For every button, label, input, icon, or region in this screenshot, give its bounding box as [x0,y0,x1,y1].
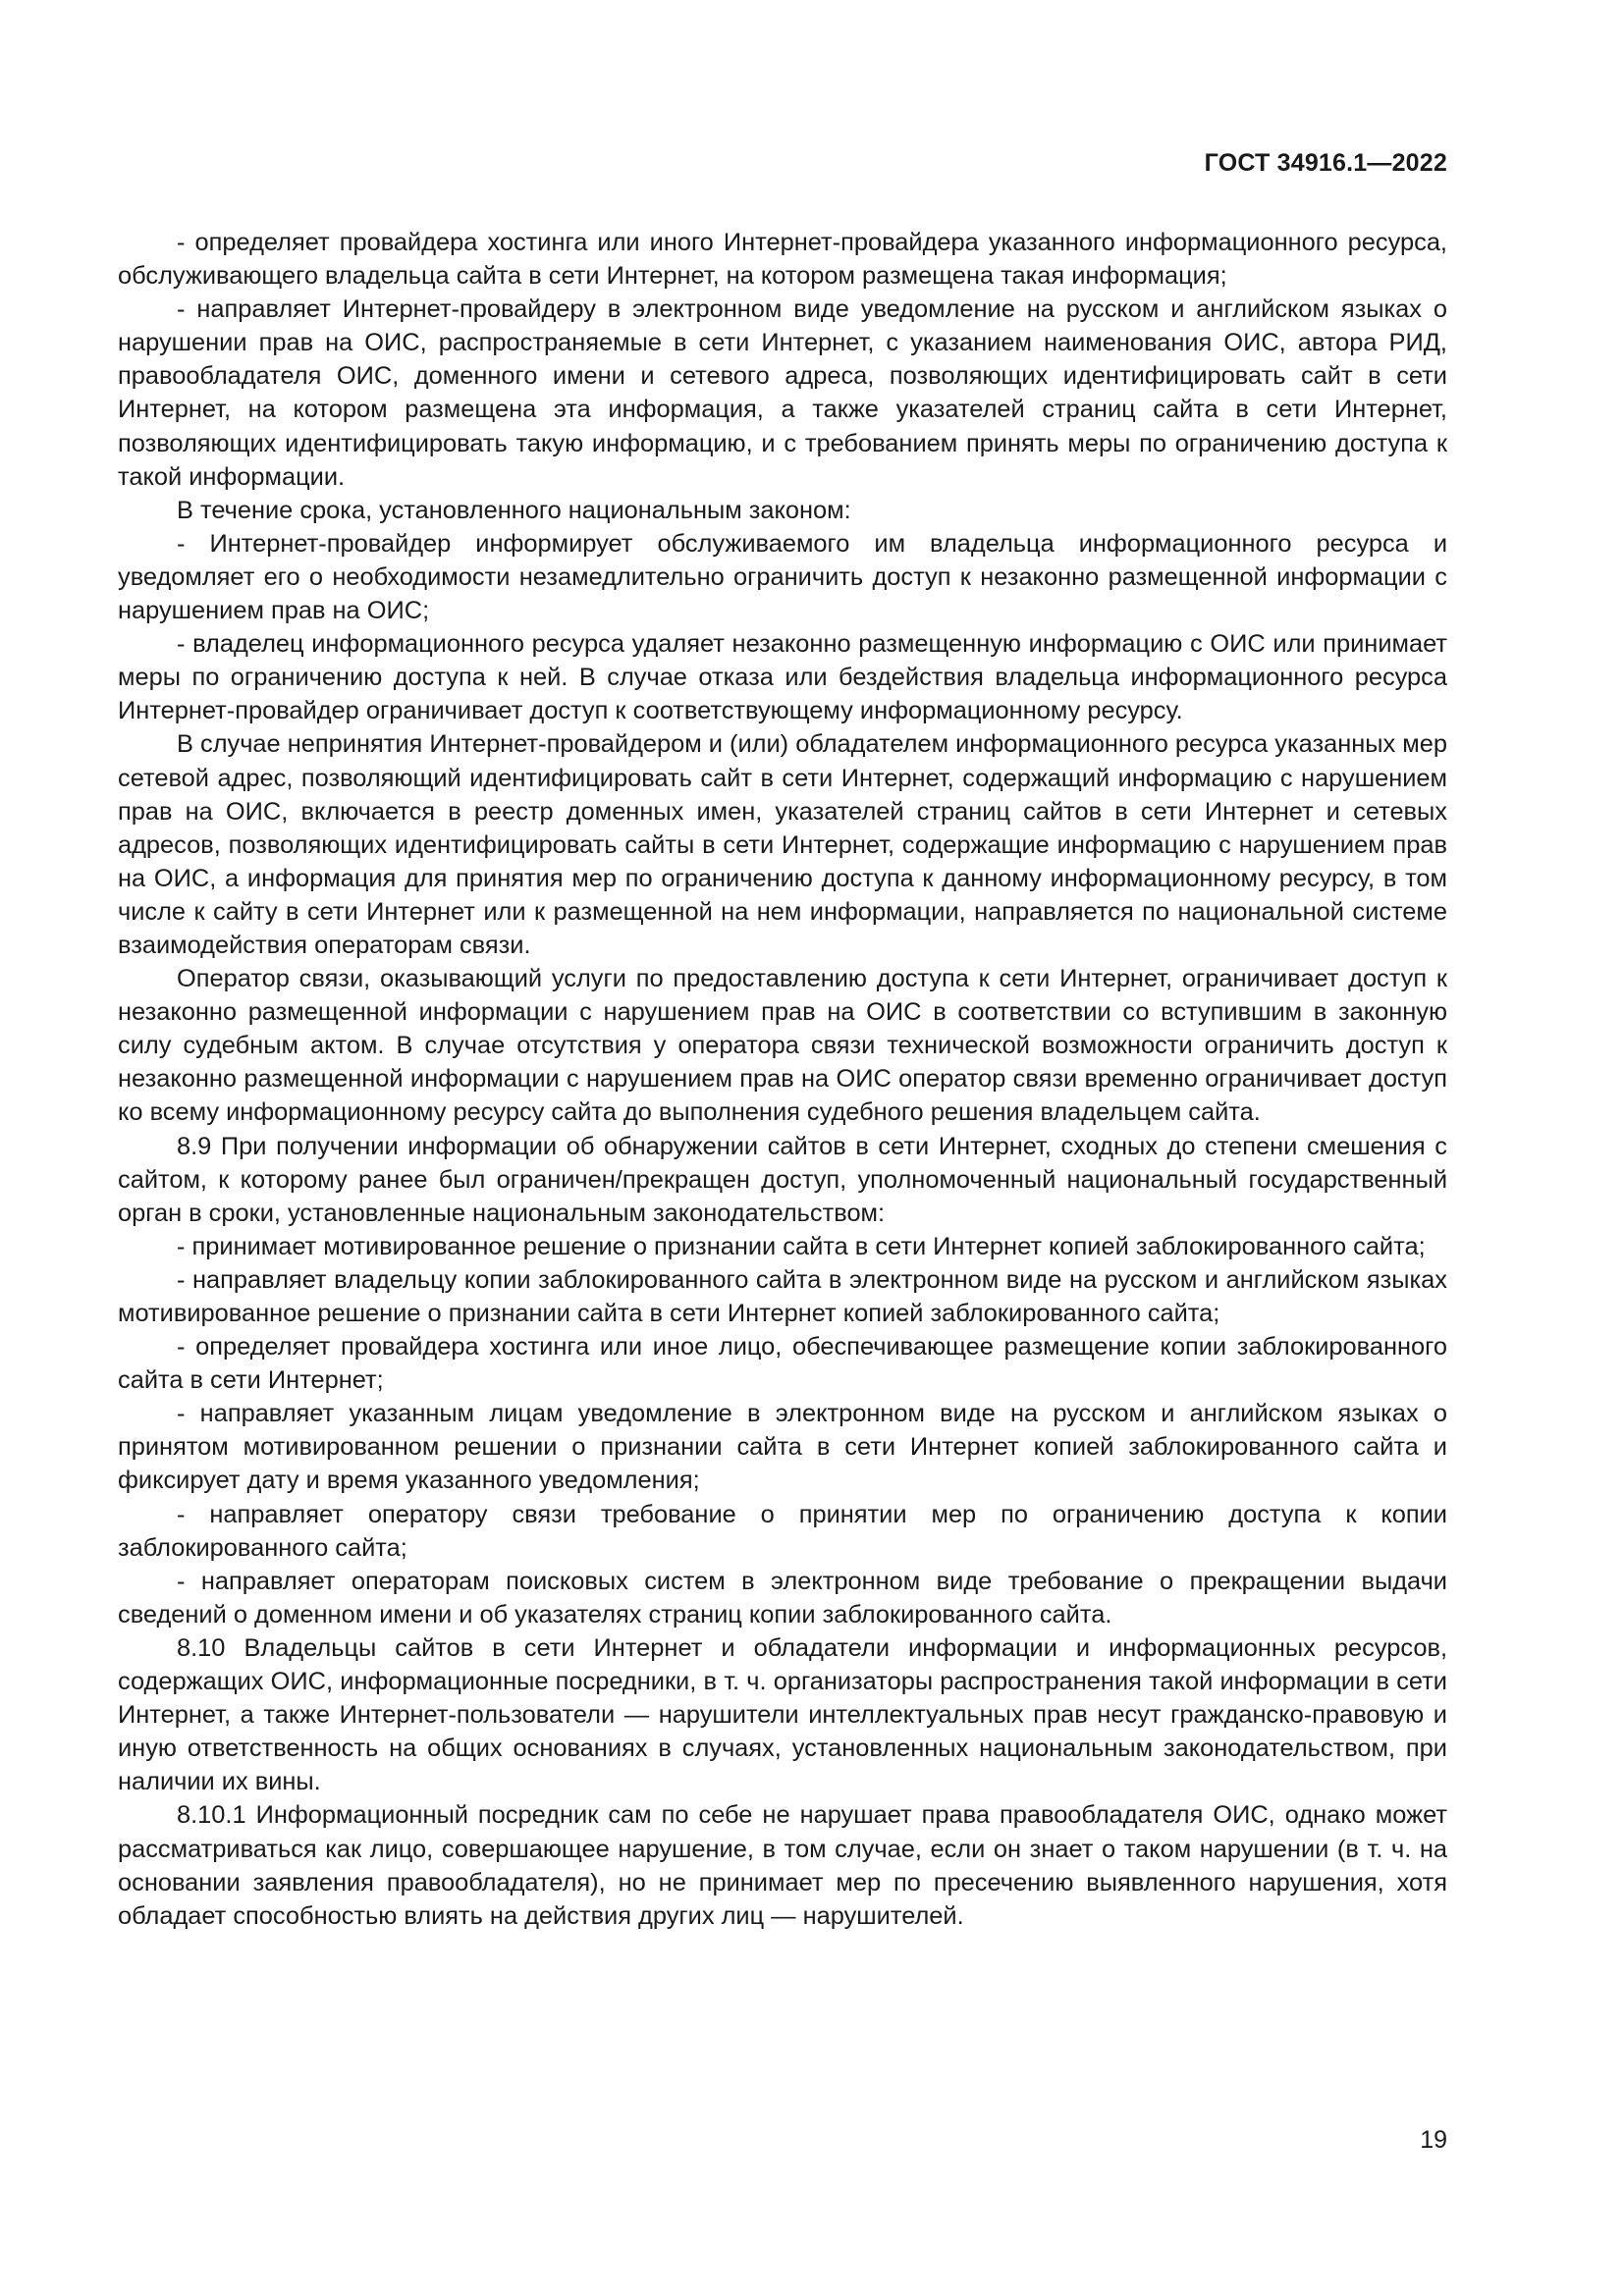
paragraph: Оператор связи, оказывающий услуги по предоставлению доступа к сети Интернет, ограничивает доступ к незаконно размещенной информации с нарушением прав на ОИС в соответствии со вступившим в законную силу судебным актом. В случае отсутствия у оператора связи технической возможности ограничить доступ к незаконно размещенной информации с нарушением прав на ОИС оператор связи временно ограничивает доступ ко всему информационному ресурсу сайта до выполнения судебного решения владельцем сайта. [118,965,1447,1127]
paragraph: - определяет провайдера хостинга или иного Интернет-провайдера указанного информационного ресурса, обслуживающего владельца сайта в сети Интернет, на котором размещена такая информация; [118,229,1447,291]
paragraph: - направляет операторам поисковых систем в электронном виде требование о прекращении выдачи сведений о доменном имени и об указателях страниц копии заблокированного сайта. [118,1567,1447,1629]
paragraph: - владелец информационного ресурса удаляет незаконно размещенную информацию с ОИС или принимает меры по ограничению доступа к ней. В случае отказа или бездействия владельца информационного ресурса Интернет-провайдер ограничивает доступ к соответствующему информационному ресурсу. [118,630,1447,725]
paragraph: В случае непринятия Интернет-провайдером и (или) обладателем информационного ресурса указанных мер сетевой адрес, позволяющий идентифицировать сайт в сети Интернет, содержащий информацию с нарушением прав на ОИС, включается в реестр доменных имен, указателей страниц сайтов в сети Интернет и сетевых адресов, позволяющих идентифицировать сайты в сети Интернет, содержащие информацию с нарушением прав на ОИС, а информация для принятия мер по ограничению доступа к данному информационному ресурсу, в том числе к сайту в сети Интернет или к размещенной на нем информации, направляется по национальной системе взаимодействия операторам связи. [118,730,1447,959]
paragraph: 8.10 Владельцы сайтов в сети Интернет и обладатели информации и информационных ресурсов, содержащих ОИС, информационные посредники, в т. ч. организаторы распространения такой информации в сети Интернет, а также Интернет-пользователи — нарушители интеллектуальных прав несут гражданско-правовую и иную ответственность на общих основаниях в случаях, установленных национальным законодательством, при наличии их вины. [118,1633,1447,1796]
paragraph: - направляет указанным лицам уведомление в электронном виде на русском и английском языках о принятом мотивированном решении о признании сайта в сети Интернет копией заблокированного сайта и фиксирует дату и время указанного уведомления; [118,1400,1447,1495]
paragraph: 8.10.1 Информационный посредник сам по себе не нарушает права правообладателя ОИС, однако может рассматриваться как лицо, совершающее нарушение, в том случае, если он знает о таком нарушении (в т. ч. на основании заявления правообладателя), но не принимает мер по пресечению выявленного нарушения, хотя обладает способностью влиять на действия других лиц — нарушителей. [118,1801,1447,1930]
paragraph: В течение срока, установленного национальным законом: [177,496,851,524]
paragraph: - направляет владельцу копии заблокированного сайта в электронном виде на русском и английском языках мотивированное решение о признании сайта в сети Интернет копией заблокированного сайта; [118,1265,1447,1327]
paragraph: 8.9 При получении информации об обнаружении сайтов в сети Интернет, сходных до степени смешения с сайтом, к которому ранее был ограничен/прекращен доступ, уполномоченный национальный государственный орган в сроки, установленные национальным законодательством: [118,1132,1447,1227]
document-code-header: ГОСТ 34916.1—2022 [1204,149,1447,177]
document-body [118,226,1447,1933]
paragraph: - направляет оператору связи требование о принятии мер по ограничению доступа к копии заблокированного сайта; [118,1500,1447,1562]
paragraph: - направляет Интернет-провайдеру в электронном виде уведомление на русском и английском языках о нарушении прав на ОИС, распространяемые в сети Интернет, с указанием наименования ОИС, автора РИД, правообладателя ОИС, доменного имени и сетевого адреса, позволяющих идентифицировать сайт в сети Интернет, на котором размещена эта информация, а также указателей страниц сайта в сети Интернет, позволяющих идентифицировать такую информацию, и с требованием принять меры по ограничению доступа к такой информации. [118,295,1447,491]
paragraph: - принимает мотивированное решение о признании сайта в сети Интернет копией заблокированного сайта; [177,1232,1426,1260]
paragraph: - определяет провайдера хостинга или иное лицо, обеспечивающее размещение копии заблокированного сайта в сети Интернет; [118,1333,1447,1395]
page-number: 19 [1420,2126,1447,2154]
paragraph: - Интернет-провайдер информирует обслуживаемого им владельца информационного ресурса и уведомляет его о необходимости незамедлительно ограничить доступ к незаконно размещенной информации с нарушением прав на ОИС; [118,529,1447,625]
